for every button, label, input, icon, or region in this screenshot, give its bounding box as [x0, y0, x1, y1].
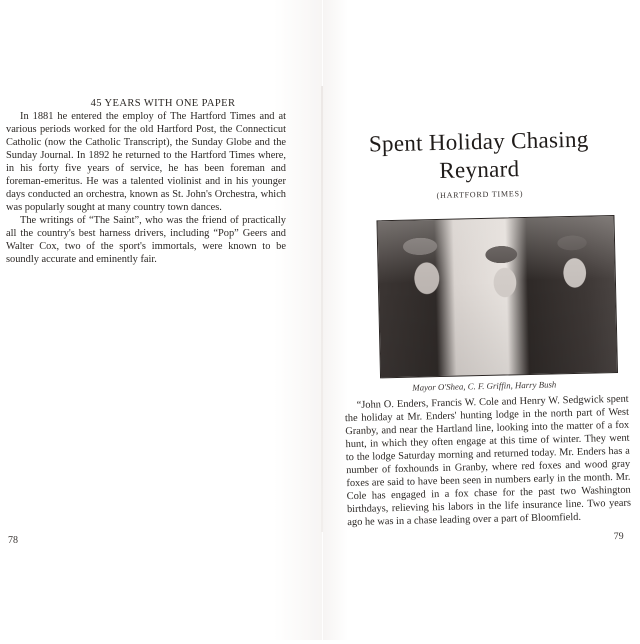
page-number-left: 78 — [8, 535, 18, 546]
paragraph: The writings of “The Saint”, who was the friend of practically all the country's best harness drivers, including “Pop” Geers and Walter Cox, two of the sport's immortals, were known to be soundly accurate and eminently fair. — [6, 215, 286, 265]
article-photo — [376, 215, 618, 378]
right-page-body — [345, 393, 632, 529]
left-page-body — [6, 110, 286, 266]
running-head: 45 YEARS WITH ONE PAPER — [90, 98, 236, 109]
photo-caption: Mayor O'Shea, C. F. Griffin, Harry Bush — [412, 379, 557, 393]
article-title: Spent Holiday Chasing Reynard — [368, 126, 589, 183]
paragraph: “John O. Enders, Francis W. Cole and Henry W. Sedgwick spent the holiday at Mr. Enders' hunting lodge in the north part of West Granby, and near the Hartland line, looking into the matter of a fox hunt, in which they often engage at this time of winter. They went to the lodge Saturday morning and returned today. Mr. Enders has a number of foxhounds in Granby, where red foxes and wood gray foxes are said to have been seen in numbers early in the month. Mr. Cole has engaged in a fox chase for the past two Washington birthdays, relieving his labors in the life insurance line. Two years ago he was in a chase leading over a part of Bloomfield. — [344, 393, 632, 529]
paragraph: In 1881 he entered the employ of The Hartford Times and at various periods worked for the old Hartford Post, the Connecticut Catholic (now the Catholic Transcript), the Sunday Globe and the Sunday Journal. In 1892 he returned to the Hartford Times where, in his forty five years of service, he has been foreman and foreman-emeritus. He was a talented violinist and in his younger days conducted an orchestra, known as St. John's Orchestra, which was popularly sought at many country town dances. — [6, 111, 286, 213]
article-source: (HARTFORD TIMES) — [436, 189, 524, 201]
page-number-right: 79 — [613, 530, 624, 543]
right-page — [323, 0, 640, 640]
photo-overlay — [378, 216, 617, 377]
